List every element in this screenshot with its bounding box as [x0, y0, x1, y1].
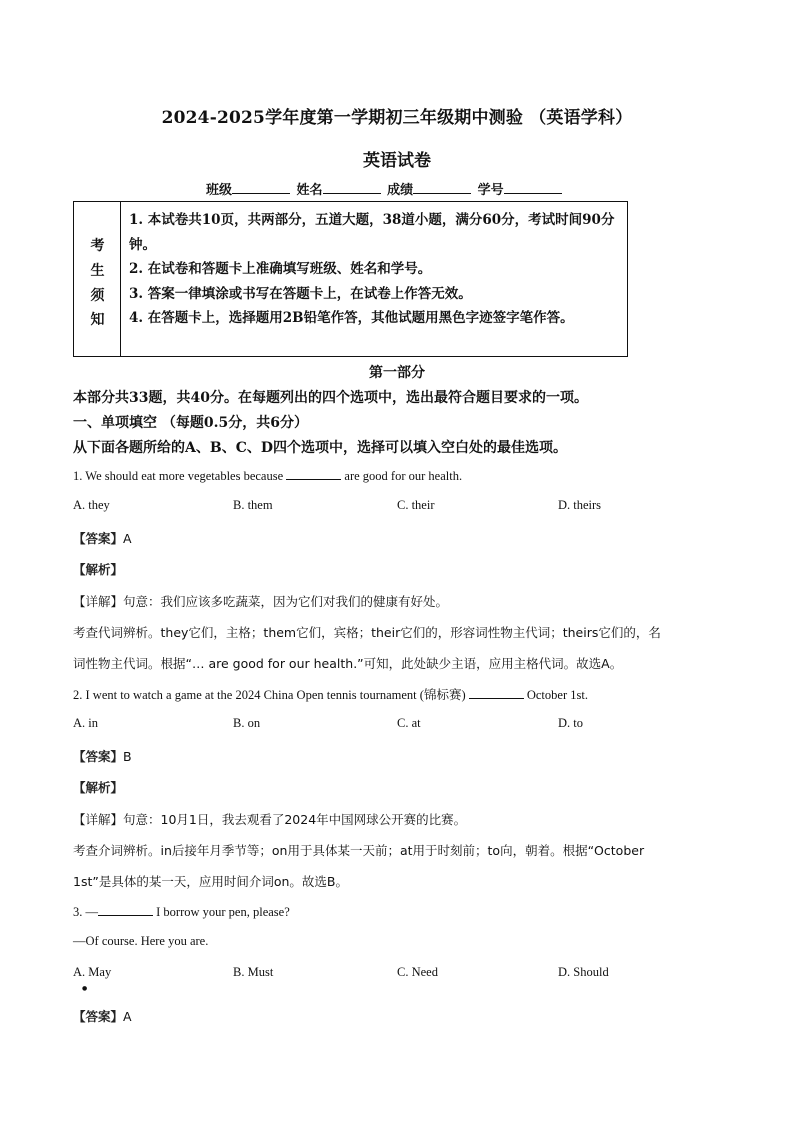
- question-3-option-d[interactable]: D. Should: [558, 965, 609, 979]
- question-3-answer: [73, 1007, 132, 1025]
- notice-item: 2. 在试卷和答题卡上准确填写班级、姓名和学号。: [129, 261, 432, 277]
- question-3-stem: [73, 903, 290, 920]
- part-heading: 第一部分: [369, 365, 425, 381]
- info-name-label: 姓名: [296, 183, 323, 198]
- answer-blank: [286, 467, 341, 480]
- stem-text: 2. I went to watch a game at the 2024 China Open tennis tournament (锦标赛): [73, 688, 469, 702]
- stem-text: 1. We should eat more vegetables because: [73, 469, 287, 483]
- question-2-option-a[interactable]: A. in: [73, 716, 98, 730]
- question-3-option-c[interactable]: C. Need: [397, 965, 438, 979]
- name-blank[interactable]: [323, 181, 381, 194]
- question-1-answer: [73, 529, 132, 547]
- student-info-row: [206, 179, 564, 198]
- notice-label-char: 知: [90, 312, 105, 328]
- answer-blank: [469, 686, 524, 699]
- exam-title: 2024-2025学年度第一学期初三年级期中测验 （英语学科）: [161, 108, 633, 128]
- answer-label: 【答案】: [73, 531, 124, 546]
- id-blank[interactable]: [504, 181, 562, 194]
- notice-label-char: 须: [90, 288, 105, 304]
- question-2-option-d[interactable]: D. to: [558, 716, 583, 730]
- question-2-explanation-line: 考查介词辨析。in后接年月季节等；on用于具体某一天前；at用于时刻前；to向，朝着。根据“October: [73, 843, 645, 858]
- info-class-label: 班级: [206, 183, 233, 198]
- question-2-option-b[interactable]: B. on: [233, 716, 261, 730]
- question-3-reply: —Of course. Here you are.: [73, 934, 209, 948]
- question-3-option-b[interactable]: B. Must: [233, 965, 274, 979]
- question-1-explanation-line: 词性物主代词。根据“… are good for our health.”可知，此处缺少主语，应用主格代词。故选A。: [73, 656, 623, 671]
- notice-label-char: 考: [90, 238, 105, 254]
- stem-text: are good for our health.: [341, 469, 463, 483]
- info-score-label: 成绩: [387, 183, 414, 198]
- notice-label-column: [74, 202, 121, 356]
- question-2-option-c[interactable]: C. at: [397, 716, 421, 730]
- answer-value: B: [123, 749, 132, 764]
- question-1-option-b[interactable]: B. them: [233, 498, 273, 512]
- stem-text: October 1st.: [523, 688, 588, 702]
- notice-item: 1. 本试卷共10页，共两部分，五道大题，38道小题，满分60分，考试时间90分钟。: [129, 212, 615, 253]
- question-2-analysis-label: [73, 778, 123, 796]
- answer-value: A: [123, 1009, 132, 1024]
- stem-text: I borrow your pen, please?: [153, 905, 290, 919]
- notice-item: 4. 在答题卡上，选择题用2B铅笔作答，其他试题用黑色字迹签字笔作答。: [129, 310, 574, 326]
- part-intro: 本部分共33题，共40分。在每题列出的四个选项中，选出最符合题目要求的一项。: [73, 390, 588, 406]
- analysis-label: 【解析】: [73, 562, 124, 577]
- notice-label-char: 生: [90, 263, 105, 279]
- section-title: 一、单项填空 （每题0.5分，共6分）: [73, 415, 308, 431]
- info-id-label: 学号: [477, 183, 504, 198]
- question-2-explanation-line: 1st”是具体的某一天，应用时间介词on。故选B。: [73, 874, 348, 889]
- question-3-option-a[interactable]: A. May: [73, 965, 112, 979]
- answer-blank: [98, 903, 153, 916]
- stem-text: 3. —: [73, 905, 98, 919]
- exam-subtitle: 英语试卷: [363, 151, 431, 171]
- answer-label: 【答案】: [73, 1009, 124, 1024]
- notice-items: [129, 208, 623, 331]
- exam-notice-box: [73, 201, 628, 357]
- question-1-detail: 【详解】句意：我们应该多吃蔬菜，因为它们对我们的健康有好处。: [73, 594, 449, 609]
- section-instruction: 从下面各题所给的A、B、C、D四个选项中，选择可以填入空白处的最佳选项。: [73, 440, 567, 456]
- stray-dot: ●: [82, 985, 88, 992]
- analysis-label: 【解析】: [73, 780, 124, 795]
- score-blank[interactable]: [413, 181, 471, 194]
- question-1-option-a[interactable]: A. they: [73, 498, 110, 512]
- question-1-stem: [73, 467, 462, 484]
- class-blank[interactable]: [232, 181, 290, 194]
- question-1-option-d[interactable]: D. theirs: [558, 498, 602, 512]
- question-1-analysis-label: [73, 560, 123, 578]
- answer-label: 【答案】: [73, 749, 124, 764]
- question-1-option-c[interactable]: C. their: [397, 498, 435, 512]
- question-2-stem: [73, 685, 588, 703]
- question-2-detail: 【详解】句意：10月1日，我去观看了2024年中国网球公开赛的比赛。: [73, 812, 467, 827]
- answer-value: A: [123, 531, 132, 546]
- question-1-explanation-line: 考查代词辨析。they它们，主格；them它们，宾格；their它们的，形容词性物主代词；theirs它们的，名: [73, 625, 661, 640]
- notice-item: 3. 答案一律填涂或书写在答题卡上，在试卷上作答无效。: [129, 285, 472, 302]
- question-2-answer: [73, 747, 132, 765]
